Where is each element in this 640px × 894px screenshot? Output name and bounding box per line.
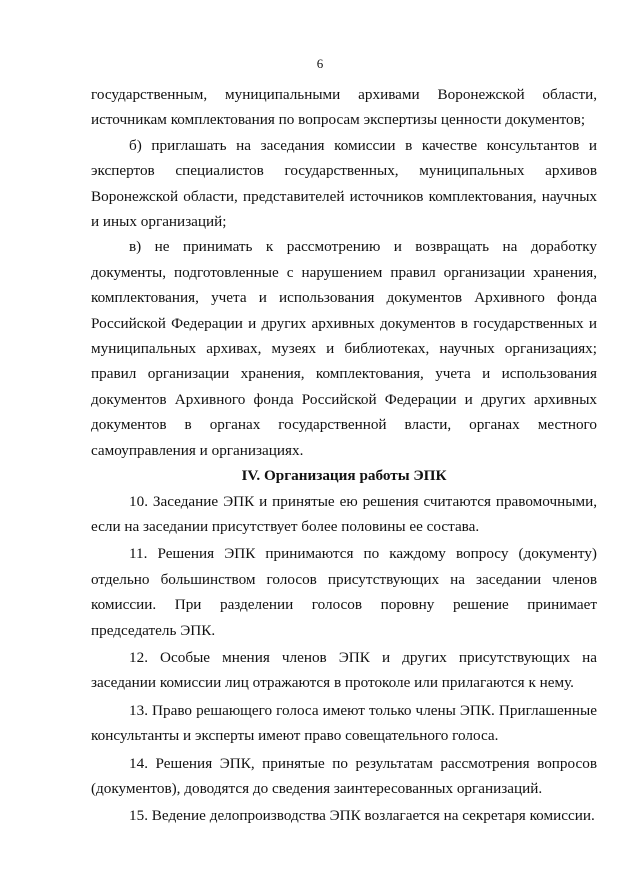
paragraph-15: 15. Ведение делопроизводства ЭПК возлагается на секретаря комиссии. <box>129 807 595 825</box>
paragraph-10: 10. Заседание ЭПК и принятые ею решения считаются правомочными, если на заседании присутствует более половины ее состава. <box>91 492 597 535</box>
paragraph-13: 13. Право решающего голоса имеют только члены ЭПК. Приглашенные консультанты и эксперты имеют право совещательного голоса. <box>91 701 597 745</box>
document-body <box>91 82 597 829</box>
paragraph-continuation: государственным, муниципальными архивами Воронежской области, источникам комплектования по вопросам экспертизы ценности документов; <box>91 86 597 129</box>
section-heading: IV. Организация работы ЭПК <box>241 467 447 485</box>
paragraph-item-b: б) приглашать на заседания комиссии в качестве консультантов и экспертов специалистов государственных, муниципальных архивов Воронежской области, представителей источников комплектования, научных и иных организаций; <box>91 136 597 231</box>
page-number: 6 <box>316 56 324 71</box>
paragraph-11: 11. Решения ЭПК принимаются по каждому вопросу (документу) отдельно большинством голосов присутствующих на заседании членов комиссии. При разделении голосов поровну решение принимает председатель ЭПК. <box>91 545 597 639</box>
paragraph-item-v: в) не принимать к рассмотрению и возвращать на доработку документы, подготовленные с нарушением правил организации хранения, комплектования, учета и использования документов Архивного фонда Российской Федерации и других архивных документов в государственных и муниципальных архивах, музеях и библиотеках, научных организациях; правил организации хранения, комплектования, учета и использования документов Архивного фонда Российской Федерации и других архивных документов в органах государственной власти, органах местного самоуправления и организациях. <box>91 238 597 459</box>
paragraph-14: 14. Решения ЭПК, принятые по результатам рассмотрения вопросов (документов), доводятся до сведения заинтересованных организаций. <box>91 754 597 797</box>
paragraph-12: 12. Особые мнения членов ЭПК и других присутствующих на заседании комиссии лиц отражаются в протоколе или прилагаются к нему. <box>91 648 597 692</box>
